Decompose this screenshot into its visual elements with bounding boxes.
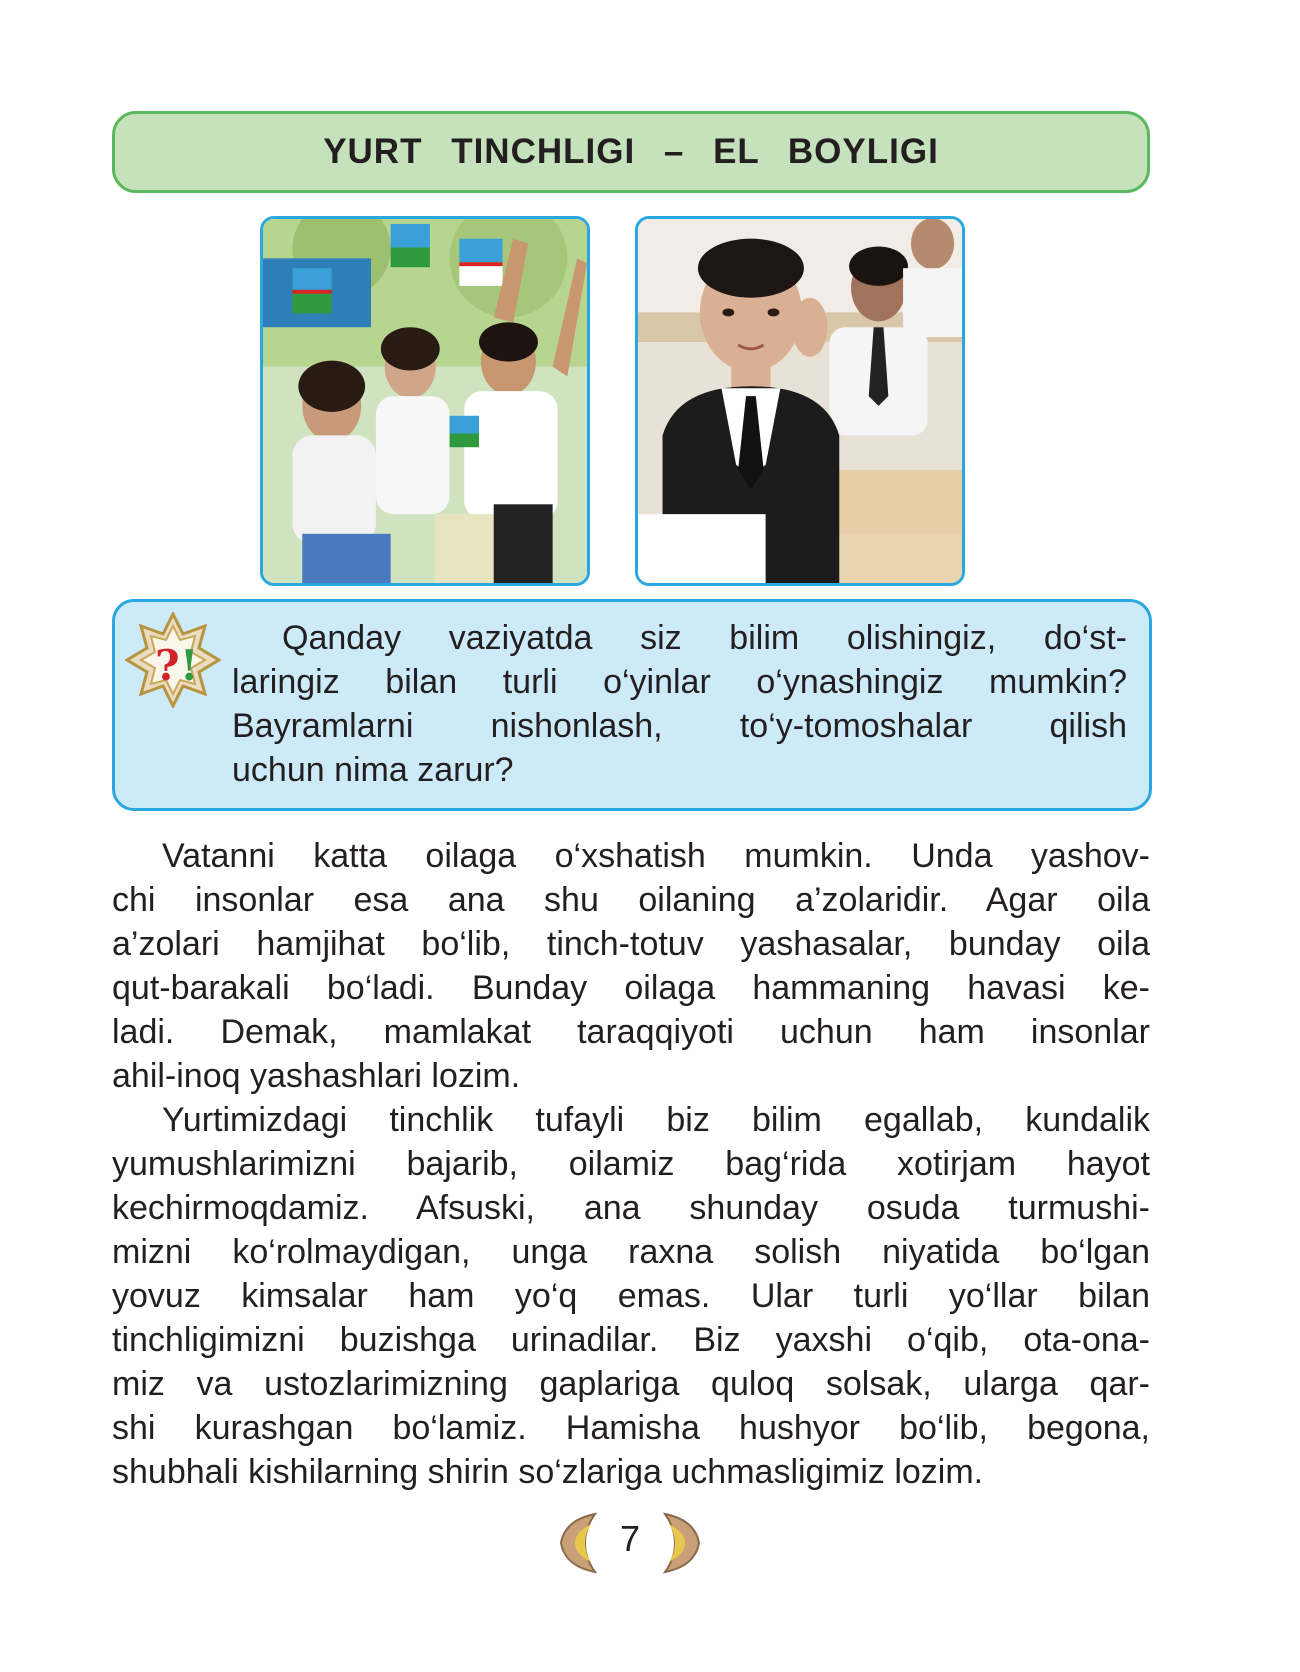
schoolboy-in-classroom-photo bbox=[635, 216, 965, 586]
question-text bbox=[232, 616, 1127, 792]
text-line: chi insonlar esa ana shu oilaning a’zolaridir. Agar oila bbox=[112, 881, 1150, 919]
text-line: kechirmoqdamiz. Afsuski, ana shunday osuda turmushi- bbox=[112, 1189, 1150, 1227]
text-line: shi kurashgan bo‘lamiz. Hamisha hushyor bo‘lib, begona, bbox=[112, 1409, 1150, 1447]
question-line: Qanday vaziyatda siz bilim olishingiz, do‘st- bbox=[282, 619, 1127, 657]
text-line: Yurtimizdagi tinchlik tufayli biz bilim egallab, kundalik bbox=[162, 1101, 1150, 1139]
text-line: shubhali kishilarning shirin so‘zlariga uchmasligimiz lozim. bbox=[112, 1453, 984, 1491]
svg-text:!: ! bbox=[180, 641, 199, 690]
text-line: Vatanni katta oilaga o‘xshatish mumkin. Unda yashov- bbox=[162, 837, 1150, 875]
text-line: miz va ustozlarimizning gaplariga quloq solsak, ularga qar- bbox=[112, 1365, 1150, 1403]
text-line: yumushlarimizni bajarib, oilamiz bag‘rida xotirjam hayot bbox=[112, 1145, 1150, 1183]
text-line: ladi. Demak, mamlakat taraqqiyoti uchun ham insonlar bbox=[112, 1013, 1150, 1051]
text-line: tinchligimizni buzishga urinadilar. Biz yaxshi o‘qib, ota-ona- bbox=[112, 1321, 1150, 1359]
discussion-question-box bbox=[112, 599, 1152, 811]
text-line: ahil-inoq yashashlari lozim. bbox=[112, 1057, 521, 1095]
question-line: laringiz bilan turli o‘yinlar o‘ynashingiz mumkin? bbox=[232, 663, 1127, 701]
question-exclamation-icon bbox=[125, 612, 221, 708]
question-line: Bayramlarni nishonlash, to‘y-tomoshalar qilish bbox=[232, 707, 1127, 745]
page-number: 7 bbox=[619, 1518, 641, 1559]
svg-text:?: ? bbox=[155, 641, 180, 690]
children-with-flags-photo bbox=[260, 216, 590, 586]
text-line: mizni ko‘rolmaydigan, unga raxna solish niyatida bo‘lgan bbox=[112, 1233, 1150, 1271]
text-line: a’zolari hamjihat bo‘lib, tinch-totuv yashasalar, bunday oila bbox=[112, 925, 1150, 963]
text-line: qut-barakali bo‘ladi. Bunday oilaga hammaning havasi ke- bbox=[112, 969, 1150, 1007]
question-line: uchun nima zarur? bbox=[232, 751, 514, 789]
main-text bbox=[112, 834, 1150, 1494]
chapter-title: YURT TINCHLIGI – EL BOYLIGI bbox=[323, 132, 939, 171]
text-line: yovuz kimsalar ham yo‘q emas. Ular turli yo‘llar bilan bbox=[112, 1277, 1150, 1315]
chapter-title-banner bbox=[112, 111, 1150, 193]
page-number-ornament bbox=[555, 1508, 705, 1578]
